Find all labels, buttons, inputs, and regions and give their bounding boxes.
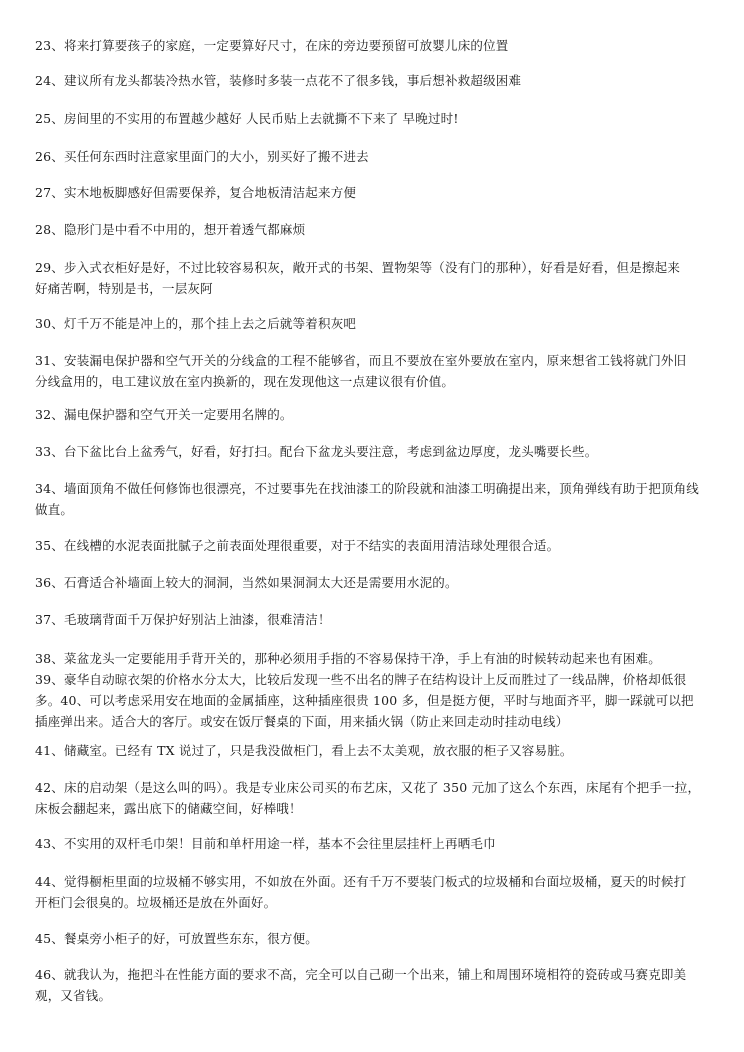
tip-line: 43、不实用的双杆毛巾架！目前和单杆用途一样，基本不会往里层挂杆上再晒毛巾 xyxy=(35,836,496,851)
tip-paragraph xyxy=(35,572,715,593)
tip-paragraph xyxy=(35,350,715,392)
tip-line: 29、步入式衣柜好是好，不过比较容易积灰，敞开式的书架、置物架等（没有门的那种），好看是好看，但是擦起来 xyxy=(35,260,681,275)
tip-line: 分线盒用的，电工建议放在室内换新的，现在发现他这一点建议很有价值。 xyxy=(35,374,455,389)
tip-line: 35、在线槽的水泥表面批腻子之前表面处理很重要，对于不结实的表面用清洁球处理很合适。 xyxy=(35,538,560,553)
tip-line: 好痛苦啊，特别是书，一层灰阿 xyxy=(35,281,213,296)
tip-paragraph xyxy=(35,257,715,299)
tip-line: 26、买任何东西时注意家里面门的大小，别买好了搬不进去 xyxy=(35,149,369,164)
tip-line: 34、墙面顶角不做任何修饰也很漂亮，不过要事先在找油漆工的阶段就和油漆工明确提出来，顶角弹线有助于把顶角线 xyxy=(35,481,700,496)
tip-paragraph xyxy=(35,648,715,732)
tip-line: 32、漏电保护器和空气开关一定要用名牌的。 xyxy=(35,407,293,422)
tip-line: 开柜门会很臭的。垃圾桶还是放在外面好。 xyxy=(35,895,277,910)
tip-line: 做直。 xyxy=(35,502,74,517)
tip-paragraph xyxy=(35,219,715,240)
tip-paragraph xyxy=(35,609,715,630)
tip-line: 33、台下盆比台上盆秀气，好看，好打扫。配台下盆龙头要注意，考虑到盆边厚度，龙头嘴要长些。 xyxy=(35,444,598,459)
tip-line: 36、石膏适合补墙面上较大的洞洞，当然如果洞洞太大还是需要用水泥的。 xyxy=(35,575,458,590)
tip-line: 31、安装漏电保护器和空气开关的分线盒的工程不能够省，而且不要放在室外要放在室内，原来想省工钱将就门外旧 xyxy=(35,353,687,368)
tip-paragraph xyxy=(35,740,715,761)
tip-line: 床板会翻起来，露出底下的储藏空间，好棒哦！ xyxy=(35,801,302,816)
tip-line: 38、菜盆龙头一定要能用手背开关的，那种必须用手指的不容易保持干净，手上有油的时候转动起来也有困难。 xyxy=(35,651,661,666)
tip-paragraph xyxy=(35,833,715,854)
tip-paragraph xyxy=(35,871,715,913)
tip-paragraph xyxy=(35,404,715,425)
tip-paragraph xyxy=(35,108,715,129)
tip-line: 25、房间里的不实用的布置越少越好 人民币贴上去就撕不下来了 早晚过时! xyxy=(35,111,459,126)
tip-paragraph xyxy=(35,182,715,203)
tip-paragraph xyxy=(35,70,715,91)
tip-line: 24、建议所有龙头都装冷热水管，装修时多装一点花不了很多钱，事后想补救超级困难 xyxy=(35,73,522,88)
tip-line: 28、隐形门是中看不中用的，想开着透气都麻烦 xyxy=(35,222,306,237)
tip-paragraph xyxy=(35,777,715,819)
tip-line: 多。40、可以考虑采用安在地面的金属插座，这种插座很贵 100 多，但是挺方便，平时与地面齐平，脚一踩就可以把 xyxy=(35,693,694,708)
tip-paragraph xyxy=(35,478,715,520)
tip-line: 30、灯千万不能是冲上的，那个挂上去之后就等着积灰吧 xyxy=(35,316,357,331)
tip-line: 41、储藏室。已经有 TX 说过了，只是我没做柜门，看上去不太美观，放衣服的柜子又容易脏。 xyxy=(35,743,573,758)
tip-paragraph xyxy=(35,313,715,334)
tip-paragraph xyxy=(35,964,715,1006)
tip-line: 45、餐桌旁小柜子的好，可放置些东东，很方便。 xyxy=(35,931,319,946)
tip-line: 37、毛玻璃背面千万保护好别沾上油漆，很难清洁！ xyxy=(35,612,331,627)
tip-line: 46、就我认为，拖把斗在性能方面的要求不高，完全可以自己砌一个出来，铺上和周围环境相符的瓷砖或马赛克即美 xyxy=(35,967,687,982)
tip-line: 27、实木地板脚感好但需要保养，复合地板清洁起来方便 xyxy=(35,185,357,200)
tip-line: 23、将来打算要孩子的家庭，一定要算好尺寸，在床的旁边要预留可放婴儿床的位置 xyxy=(35,38,509,53)
tip-line: 39、豪华自动晾衣架的价格水分太大，比较后发现一些不出名的牌子在结构设计上反而胜过了一线品牌，价格却低很 xyxy=(35,672,687,687)
tip-paragraph xyxy=(35,535,715,556)
tip-paragraph xyxy=(35,441,715,462)
tip-line: 42、床的启动架（是这么叫的吗）。我是专业床公司买的布艺床，又花了 350 元加了这么个东西，床尾有个把手一拉， xyxy=(35,780,701,795)
tip-paragraph xyxy=(35,928,715,949)
tip-line: 观，又省钱。 xyxy=(35,988,112,1003)
tip-line: 44、觉得橱柜里面的垃圾桶不够实用，不如放在外面。还有千万不要装门板式的垃圾桶和台面垃圾桶，夏天的时候打 xyxy=(35,874,687,889)
tip-paragraph xyxy=(35,35,715,56)
tip-line: 插座弹出来。适合大的客厅。或安在饭厅餐桌的下面，用来插火锅（防止来回走动时挂动电线） xyxy=(35,714,569,729)
tip-paragraph xyxy=(35,146,715,167)
